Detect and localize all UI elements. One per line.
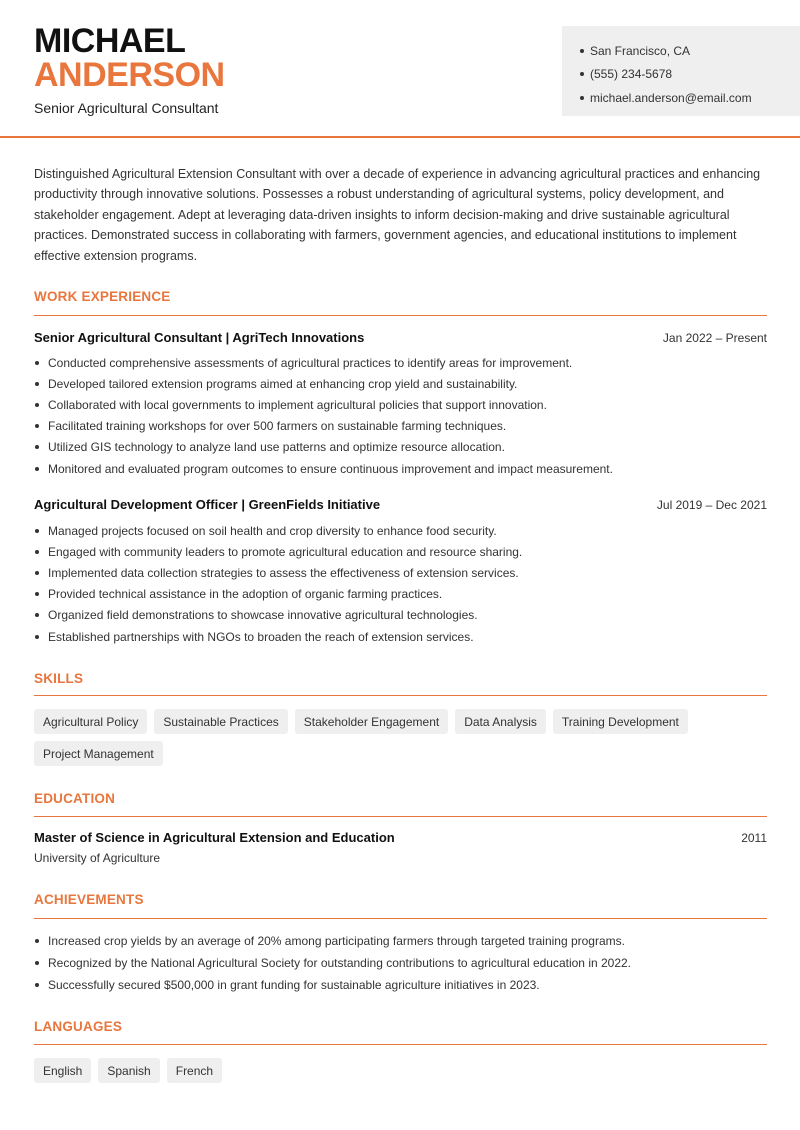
list-item: Implemented data collection strategies to assess the effectiveness of extension services. [34, 562, 767, 583]
list-item: Facilitated training workshops for over 500 farmers on sustainable farming techniques. [34, 416, 767, 437]
job-role: Senior Agricultural Consultant | AgriTech Innovations [34, 330, 365, 345]
section-title-languages: LANGUAGES [34, 1019, 123, 1034]
bullet-icon [35, 361, 39, 365]
section-divider [34, 918, 767, 919]
list-item: Established partnerships with NGOs to broaden the reach of extension services. [34, 626, 767, 647]
contact-phone: (555) 234-5678 [580, 63, 800, 87]
bullet-icon [35, 613, 39, 617]
language-tag: English [34, 1058, 91, 1083]
skill-tag: Training Development [553, 709, 688, 734]
list-item: Organized field demonstrations to showcase innovative agricultural technologies. [34, 605, 767, 626]
section-title-work: WORK EXPERIENCE [34, 289, 171, 304]
bullet-icon [35, 635, 39, 639]
job-dates: Jan 2022 – Present [662, 331, 767, 345]
bullet-icon [35, 939, 39, 943]
job-header [34, 497, 767, 512]
bullet-icon [35, 403, 39, 407]
bullet-icon [35, 382, 39, 386]
bullet-icon [35, 571, 39, 575]
section-title-skills: SKILLS [34, 671, 84, 686]
bullet-icon [580, 96, 584, 100]
bullet-icon [35, 467, 39, 471]
graduation-year: 2011 [741, 831, 767, 845]
list-item: Managed projects focused on soil health and crop diversity to enhance food security. [34, 520, 767, 541]
school: University of Agriculture [34, 851, 161, 865]
language-tag: French [167, 1058, 222, 1083]
first-name: MICHAEL [34, 22, 186, 60]
list-item: Conducted comprehensive assessments of agricultural practices to identify areas for improvement. [34, 352, 767, 373]
education-header [34, 830, 767, 845]
list-item: Monitored and evaluated program outcomes to ensure continuous improvement and impact measurement. [34, 458, 767, 479]
list-item: Engaged with community leaders to promote agricultural education and resource sharing. [34, 541, 767, 562]
contact-email[interactable]: michael.anderson@email.com [580, 86, 800, 110]
skills-tags [34, 709, 767, 766]
list-item: Utilized GIS technology to analyze land use patterns and optimize resource allocation. [34, 437, 767, 458]
achievement-bullets [34, 930, 767, 996]
job-header [34, 330, 767, 345]
bullet-icon [35, 445, 39, 449]
list-item: Provided technical assistance in the adoption of organic farming practices. [34, 584, 767, 605]
section-divider [34, 315, 767, 316]
skill-tag: Agricultural Policy [34, 709, 147, 734]
skill-tag: Stakeholder Engagement [295, 709, 448, 734]
section-divider [34, 1044, 767, 1045]
bullet-icon [580, 49, 584, 53]
summary: Distinguished Agricultural Extension Consultant with over a decade of experience in advancing agricultural practices and enhancing productivity through innovative solutions. Possesses a robust understanding of agricultural systems, policy development, and stakeholder engagement. Adept at leveraging data-driven insights to inform decision-making and drive sustainable agricultural practices. Demonstrated success in collaborating with farmers, government agencies, and educational institutions to implement effective extension programs. [34, 167, 761, 263]
section-title-education: EDUCATION [34, 791, 116, 806]
section-title-achievements: ACHIEVEMENTS [34, 892, 144, 907]
section-divider [34, 816, 767, 817]
job-title: Senior Agricultural Consultant [34, 100, 219, 116]
language-tags [34, 1058, 767, 1083]
job-bullets [34, 520, 767, 647]
job-bullets [34, 352, 767, 479]
section-divider [34, 695, 767, 696]
bullet-icon [35, 550, 39, 554]
contact-location: San Francisco, CA [580, 39, 800, 63]
last-name: ANDERSON [34, 56, 225, 94]
skill-tag: Data Analysis [455, 709, 546, 734]
skill-tag: Sustainable Practices [154, 709, 287, 734]
job-role: Agricultural Development Officer | GreenFields Initiative [34, 497, 381, 512]
bullet-icon [35, 424, 39, 428]
resume-header [0, 0, 800, 138]
list-item: Recognized by the National Agricultural Society for outstanding contributions to agricultural education in 2022. [34, 952, 767, 974]
skill-tag: Project Management [34, 741, 163, 766]
degree: Master of Science in Agricultural Extension and Education [34, 830, 395, 845]
bullet-icon [35, 983, 39, 987]
job-dates: Jul 2019 – Dec 2021 [656, 498, 767, 512]
contact-box [562, 26, 800, 116]
language-tag: Spanish [98, 1058, 159, 1083]
list-item: Successfully secured $500,000 in grant funding for sustainable agriculture initiatives in 2023. [34, 974, 767, 996]
bullet-icon [580, 72, 584, 76]
list-item: Developed tailored extension programs aimed at enhancing crop yield and sustainability. [34, 373, 767, 394]
bullet-icon [35, 592, 39, 596]
bullet-icon [35, 961, 39, 965]
list-item: Collaborated with local governments to implement agricultural policies that support innovation. [34, 394, 767, 415]
list-item: Increased crop yields by an average of 20% among participating farmers through targeted training programs. [34, 930, 767, 952]
bullet-icon [35, 529, 39, 533]
